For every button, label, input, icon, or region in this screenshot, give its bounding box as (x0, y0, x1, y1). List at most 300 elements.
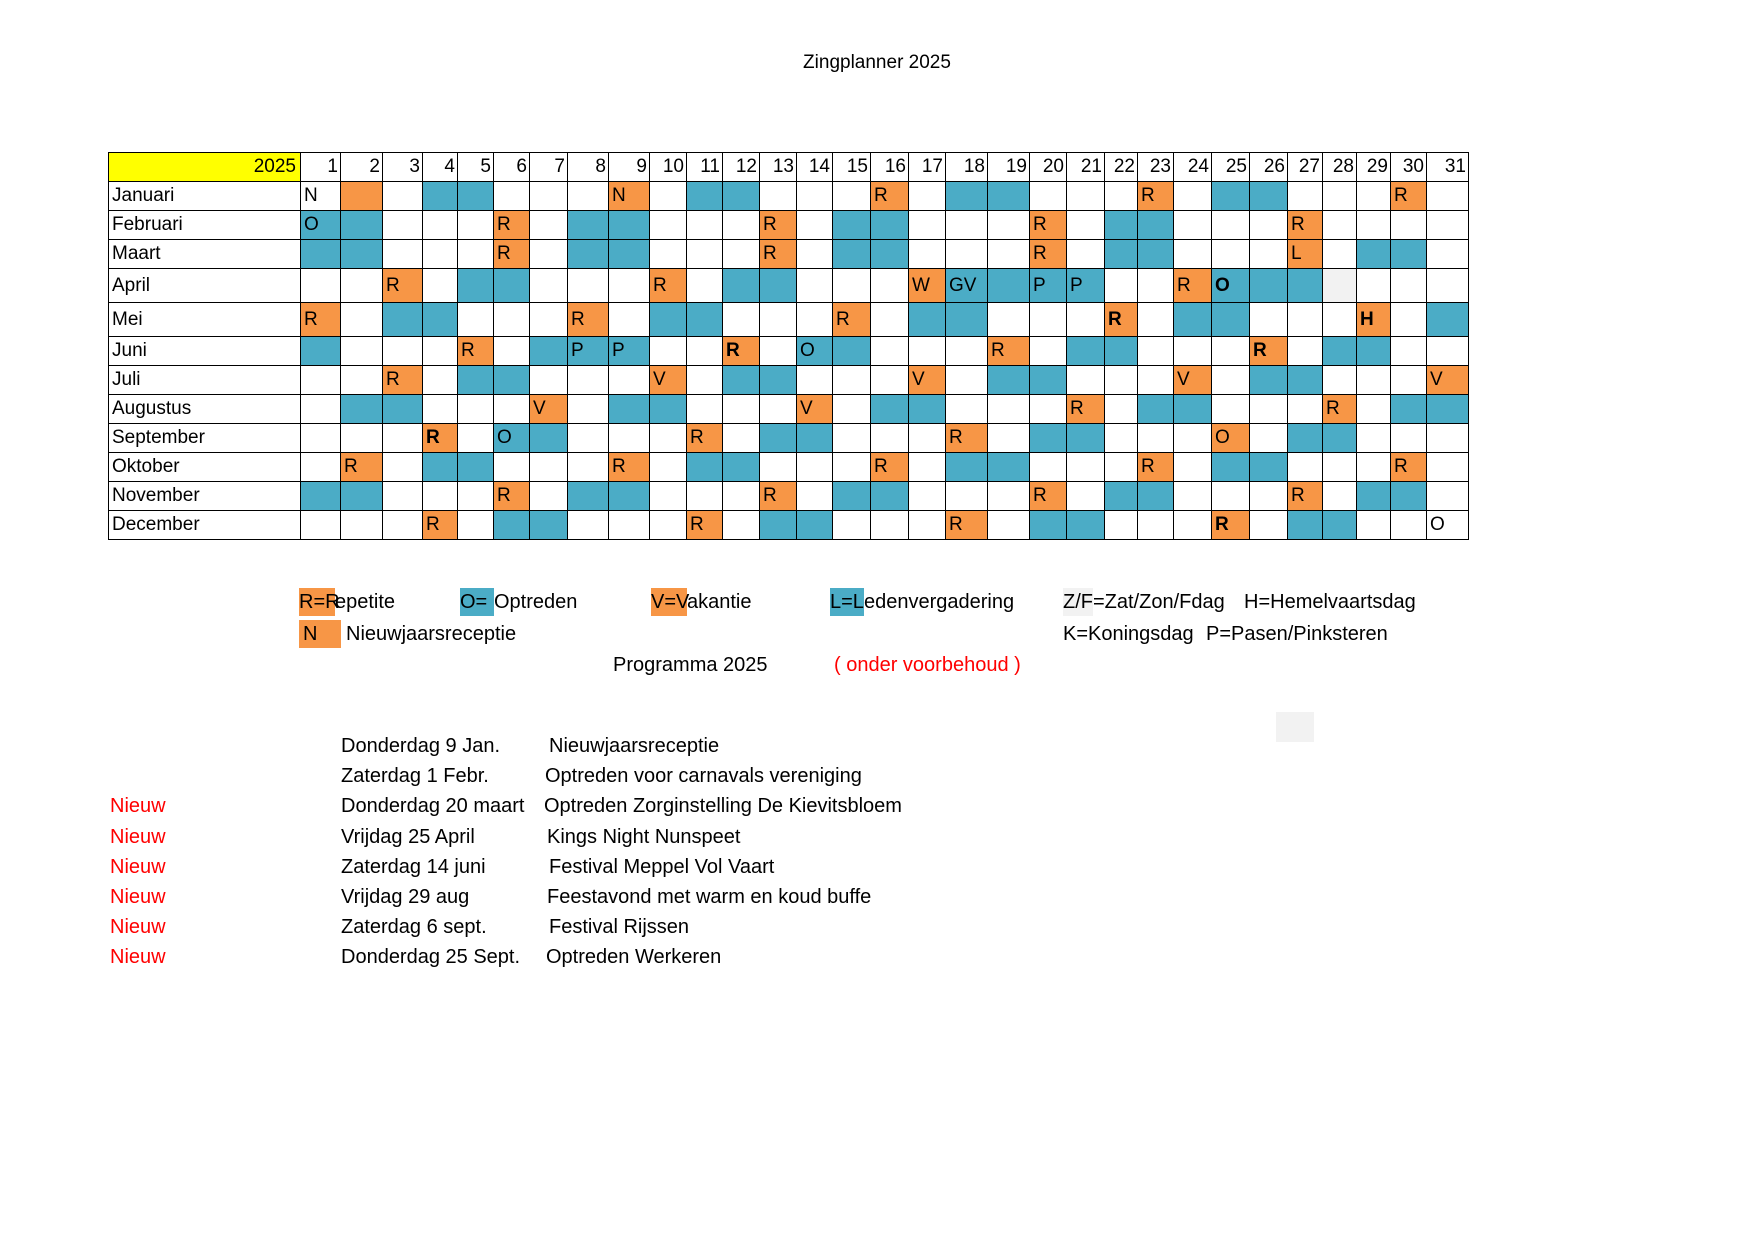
day-cell: V (1174, 366, 1212, 395)
programma-date: Zaterdag 1 Febr. (341, 765, 489, 788)
programma-date: Zaterdag 14 juni (341, 855, 486, 878)
day-cell (1288, 182, 1323, 211)
day-cell (1323, 182, 1357, 211)
day-header: 16 (871, 153, 909, 182)
day-cell (650, 511, 687, 540)
day-cell (341, 395, 383, 424)
calendar-grid (108, 152, 1469, 540)
month-row (109, 482, 1469, 511)
day-cell (1067, 366, 1105, 395)
day-header: 20 (1030, 153, 1067, 182)
day-header: 8 (568, 153, 609, 182)
programma-date: Donderdag 25 Sept. (341, 946, 521, 969)
day-cell (760, 337, 797, 366)
day-cell (609, 424, 650, 453)
legend-ledenvergadering (830, 588, 1014, 616)
day-cell (1030, 303, 1067, 337)
day-cell: R (723, 337, 760, 366)
day-cell: O (797, 337, 833, 366)
day-cell (833, 211, 871, 240)
legend-optreden-label: Optreden (494, 591, 578, 613)
day-cell (568, 366, 609, 395)
day-cell (797, 424, 833, 453)
day-cell (383, 182, 423, 211)
day-cell (458, 395, 494, 424)
day-cell: R (946, 424, 988, 453)
day-header: 23 (1138, 153, 1174, 182)
day-cell (1030, 337, 1067, 366)
programma-event: Festival Rijssen (549, 916, 690, 939)
day-cell (458, 453, 494, 482)
day-cell: R (1250, 337, 1288, 366)
day-cell: R (687, 511, 723, 540)
day-cell: R (458, 337, 494, 366)
day-cell (1174, 511, 1212, 540)
day-cell (833, 511, 871, 540)
day-cell (568, 240, 609, 269)
day-cell (1067, 337, 1105, 366)
month-row (109, 424, 1469, 453)
day-cell (760, 269, 797, 303)
day-cell (946, 211, 988, 240)
day-cell (1105, 482, 1138, 511)
day-cell: R (1323, 395, 1357, 424)
day-cell (760, 511, 797, 540)
day-cell (723, 182, 760, 211)
day-cell (383, 337, 423, 366)
day-cell (530, 240, 568, 269)
day-cell (1067, 453, 1105, 482)
legend-hemelvaart: H=Hemelvaartsdag (1244, 591, 1416, 613)
day-header: 18 (946, 153, 988, 182)
programma-tag: Nieuw (110, 946, 166, 969)
day-cell: R (760, 211, 797, 240)
day-cell (1288, 453, 1323, 482)
day-cell (946, 303, 988, 337)
day-cell (301, 395, 341, 424)
day-cell: N (609, 182, 650, 211)
day-cell: R (1288, 211, 1323, 240)
day-cell (909, 240, 946, 269)
legend-optreden (460, 588, 577, 616)
day-cell (650, 182, 687, 211)
day-cell (723, 424, 760, 453)
legend-optreden-swatch: O= (460, 588, 494, 616)
programma-event: Festival Meppel Vol Vaart (549, 855, 775, 878)
day-cell (301, 424, 341, 453)
legend-koningsdag: K=Koningsdag (1063, 623, 1194, 645)
gray-square (1276, 712, 1314, 742)
day-cell (650, 482, 687, 511)
day-cell (530, 453, 568, 482)
day-cell (1357, 269, 1391, 303)
day-cell (423, 211, 458, 240)
day-cell (871, 511, 909, 540)
day-cell (494, 337, 530, 366)
day-cell (909, 337, 946, 366)
day-cell (650, 424, 687, 453)
day-cell (341, 211, 383, 240)
day-cell: R (383, 269, 423, 303)
day-cell (1212, 182, 1250, 211)
day-cell (423, 453, 458, 482)
day-cell (1212, 337, 1250, 366)
day-cell (1174, 395, 1212, 424)
day-cell (1067, 482, 1105, 511)
day-cell (383, 482, 423, 511)
day-cell (1030, 511, 1067, 540)
day-cell (423, 240, 458, 269)
programma-tag: Nieuw (110, 886, 166, 908)
day-cell: R (423, 424, 458, 453)
day-cell (458, 511, 494, 540)
day-cell (1391, 303, 1427, 337)
day-cell (1067, 211, 1105, 240)
day-cell (1212, 303, 1250, 337)
day-header: 25 (1212, 153, 1250, 182)
day-cell (650, 211, 687, 240)
day-cell (1250, 366, 1288, 395)
day-cell (341, 269, 383, 303)
day-cell (1212, 211, 1250, 240)
day-cell (909, 453, 946, 482)
day-cell (423, 182, 458, 211)
day-cell: R (1138, 453, 1174, 482)
day-cell (797, 211, 833, 240)
day-cell (723, 269, 760, 303)
day-cell (650, 337, 687, 366)
day-cell (760, 303, 797, 337)
month-name: Februari (109, 211, 301, 240)
day-cell (1391, 269, 1427, 303)
day-cell (301, 337, 341, 366)
day-cell (1357, 482, 1391, 511)
day-cell (871, 337, 909, 366)
day-cell: R (423, 511, 458, 540)
day-cell (530, 511, 568, 540)
year-cell: 2025 (109, 153, 301, 182)
day-cell (723, 240, 760, 269)
legend-zat-label: =Zat/Zon/Fdag (1093, 591, 1225, 613)
day-cell: R (687, 424, 723, 453)
day-cell: O (494, 424, 530, 453)
day-cell (609, 366, 650, 395)
day-cell: O (1212, 424, 1250, 453)
day-cell (797, 240, 833, 269)
programma-event: Optreden Werkeren (546, 946, 722, 969)
programma-note: ( onder voorbehoud ) (834, 654, 1021, 676)
day-cell: R (1105, 303, 1138, 337)
day-cell (1323, 240, 1357, 269)
month-name: Augustus (109, 395, 301, 424)
day-cell (1250, 482, 1288, 511)
day-cell (1250, 211, 1288, 240)
day-cell (1067, 511, 1105, 540)
day-cell (1138, 211, 1174, 240)
day-cell (458, 269, 494, 303)
day-cell (1323, 303, 1357, 337)
day-cell (988, 269, 1030, 303)
day-cell (530, 424, 568, 453)
day-cell (1323, 453, 1357, 482)
day-cell (341, 182, 383, 211)
day-cell (650, 395, 687, 424)
day-cell (723, 366, 760, 395)
day-cell: O (1427, 511, 1469, 540)
day-cell (760, 395, 797, 424)
day-header: 26 (1250, 153, 1288, 182)
day-cell (494, 269, 530, 303)
day-cell (1250, 395, 1288, 424)
day-header: 19 (988, 153, 1030, 182)
programma-date: Vrijdag 25 April (341, 825, 475, 848)
day-cell (871, 482, 909, 511)
day-cell (341, 337, 383, 366)
day-cell: GV (946, 269, 988, 303)
day-cell (909, 182, 946, 211)
day-cell (530, 482, 568, 511)
programma-date: Donderdag 20 maart (341, 795, 525, 818)
day-cell (909, 482, 946, 511)
day-cell (1391, 211, 1427, 240)
day-cell (530, 366, 568, 395)
day-cell (1323, 482, 1357, 511)
day-cell (1288, 424, 1323, 453)
day-header: 30 (1391, 153, 1427, 182)
day-cell (1391, 240, 1427, 269)
day-header: 31 (1427, 153, 1469, 182)
day-cell (1427, 182, 1469, 211)
day-cell (1067, 240, 1105, 269)
day-cell (988, 366, 1030, 395)
day-cell (1212, 366, 1250, 395)
day-cell (687, 337, 723, 366)
month-row (109, 337, 1469, 366)
day-cell (1105, 453, 1138, 482)
day-cell (341, 366, 383, 395)
day-cell (1067, 424, 1105, 453)
legend-vakantie (651, 588, 752, 616)
day-cell (568, 211, 609, 240)
day-cell (833, 182, 871, 211)
day-cell (1357, 395, 1391, 424)
day-cell (1174, 240, 1212, 269)
day-cell (1105, 511, 1138, 540)
day-cell (1323, 424, 1357, 453)
day-cell (1288, 366, 1323, 395)
day-cell (1105, 337, 1138, 366)
programma-event: Optreden Zorginstelling De Kievitsbloem (544, 795, 902, 818)
day-cell (1212, 240, 1250, 269)
day-cell (687, 211, 723, 240)
month-row (109, 269, 1469, 303)
day-cell (797, 511, 833, 540)
day-cell (723, 482, 760, 511)
day-cell: R (1288, 482, 1323, 511)
day-cell: V (1427, 366, 1469, 395)
day-cell (301, 269, 341, 303)
day-cell (609, 211, 650, 240)
day-cell: R (494, 211, 530, 240)
day-cell (568, 182, 609, 211)
day-cell (1427, 424, 1469, 453)
day-cell (1138, 424, 1174, 453)
day-cell (530, 211, 568, 240)
day-cell (568, 511, 609, 540)
day-cell (1212, 482, 1250, 511)
day-cell (871, 211, 909, 240)
day-cell (301, 240, 341, 269)
day-cell (609, 240, 650, 269)
day-cell (530, 182, 568, 211)
header-row (109, 153, 1469, 182)
day-cell: V (530, 395, 568, 424)
day-cell: R (494, 240, 530, 269)
day-cell (833, 424, 871, 453)
day-cell (383, 211, 423, 240)
day-cell: R (494, 482, 530, 511)
day-cell (797, 269, 833, 303)
day-cell (833, 269, 871, 303)
legend-vakantie-swatch: V=V (651, 588, 687, 616)
day-cell (568, 395, 609, 424)
day-cell (341, 424, 383, 453)
day-cell: R (1391, 453, 1427, 482)
day-cell (871, 366, 909, 395)
day-cell (909, 303, 946, 337)
programma-event: Kings Night Nunspeet (547, 825, 741, 848)
day-cell: H (1357, 303, 1391, 337)
day-cell: R (341, 453, 383, 482)
day-header: 9 (609, 153, 650, 182)
day-cell (760, 424, 797, 453)
day-cell: P (1030, 269, 1067, 303)
day-cell (1323, 211, 1357, 240)
day-cell (494, 395, 530, 424)
day-cell (988, 182, 1030, 211)
month-row (109, 240, 1469, 269)
day-cell (760, 366, 797, 395)
day-cell (797, 366, 833, 395)
day-cell (1288, 395, 1323, 424)
day-cell (1212, 453, 1250, 482)
day-cell: V (797, 395, 833, 424)
day-cell (1105, 424, 1138, 453)
day-header: 14 (797, 153, 833, 182)
day-header: 15 (833, 153, 871, 182)
day-header: 10 (650, 153, 687, 182)
day-cell (871, 303, 909, 337)
month-row (109, 453, 1469, 482)
day-header: 4 (423, 153, 458, 182)
day-cell (383, 424, 423, 453)
day-cell (423, 269, 458, 303)
legend-n-swatch: N (299, 620, 341, 648)
day-cell (833, 240, 871, 269)
day-cell (797, 453, 833, 482)
day-cell (1288, 337, 1323, 366)
day-cell (1105, 211, 1138, 240)
programma-tag: Nieuw (110, 916, 166, 939)
day-cell (494, 453, 530, 482)
day-cell (530, 337, 568, 366)
day-cell (1067, 303, 1105, 337)
legend-nieuwjaar (299, 620, 341, 648)
day-cell (609, 395, 650, 424)
day-cell (1391, 482, 1427, 511)
month-name: Oktober (109, 453, 301, 482)
day-cell: V (909, 366, 946, 395)
day-cell: P (568, 337, 609, 366)
day-cell: R (760, 240, 797, 269)
day-cell (1391, 337, 1427, 366)
day-cell (383, 240, 423, 269)
day-cell (1030, 182, 1067, 211)
day-cell (1138, 269, 1174, 303)
page-title: Zingplanner 2025 (803, 52, 951, 73)
month-name: Maart (109, 240, 301, 269)
day-cell: W (909, 269, 946, 303)
day-cell (1427, 211, 1469, 240)
month-row (109, 303, 1469, 337)
month-name: December (109, 511, 301, 540)
month-name: Juli (109, 366, 301, 395)
day-cell (458, 240, 494, 269)
day-cell (1030, 424, 1067, 453)
day-cell (1323, 269, 1357, 303)
legend-zat-zon-fdag (1063, 588, 1225, 616)
day-cell (988, 453, 1030, 482)
day-cell: R (946, 511, 988, 540)
day-cell (988, 395, 1030, 424)
day-cell (988, 303, 1030, 337)
day-cell (494, 511, 530, 540)
day-header: 7 (530, 153, 568, 182)
day-cell: R (609, 453, 650, 482)
day-header: 17 (909, 153, 946, 182)
legend-pasen: P=Pasen/Pinksteren (1206, 623, 1388, 645)
day-cell (1105, 240, 1138, 269)
day-header: 22 (1105, 153, 1138, 182)
day-cell (687, 453, 723, 482)
day-cell (1250, 182, 1288, 211)
legend-nieuwjaar-label: Nieuwjaarsreceptie (346, 623, 517, 645)
day-cell (341, 303, 383, 337)
day-cell (383, 511, 423, 540)
day-cell: R (760, 482, 797, 511)
day-cell (687, 482, 723, 511)
day-cell (1288, 269, 1323, 303)
day-cell (797, 303, 833, 337)
day-cell (1105, 366, 1138, 395)
day-cell (1391, 511, 1427, 540)
month-name: Juni (109, 337, 301, 366)
day-header: 13 (760, 153, 797, 182)
day-cell (301, 453, 341, 482)
day-cell (568, 482, 609, 511)
day-cell: R (383, 366, 423, 395)
day-header: 21 (1067, 153, 1105, 182)
day-cell (383, 453, 423, 482)
day-header: 5 (458, 153, 494, 182)
day-cell: R (1030, 240, 1067, 269)
day-cell (833, 337, 871, 366)
day-cell (723, 303, 760, 337)
day-cell (1357, 182, 1391, 211)
day-cell (871, 269, 909, 303)
day-cell: R (871, 182, 909, 211)
day-cell (946, 366, 988, 395)
